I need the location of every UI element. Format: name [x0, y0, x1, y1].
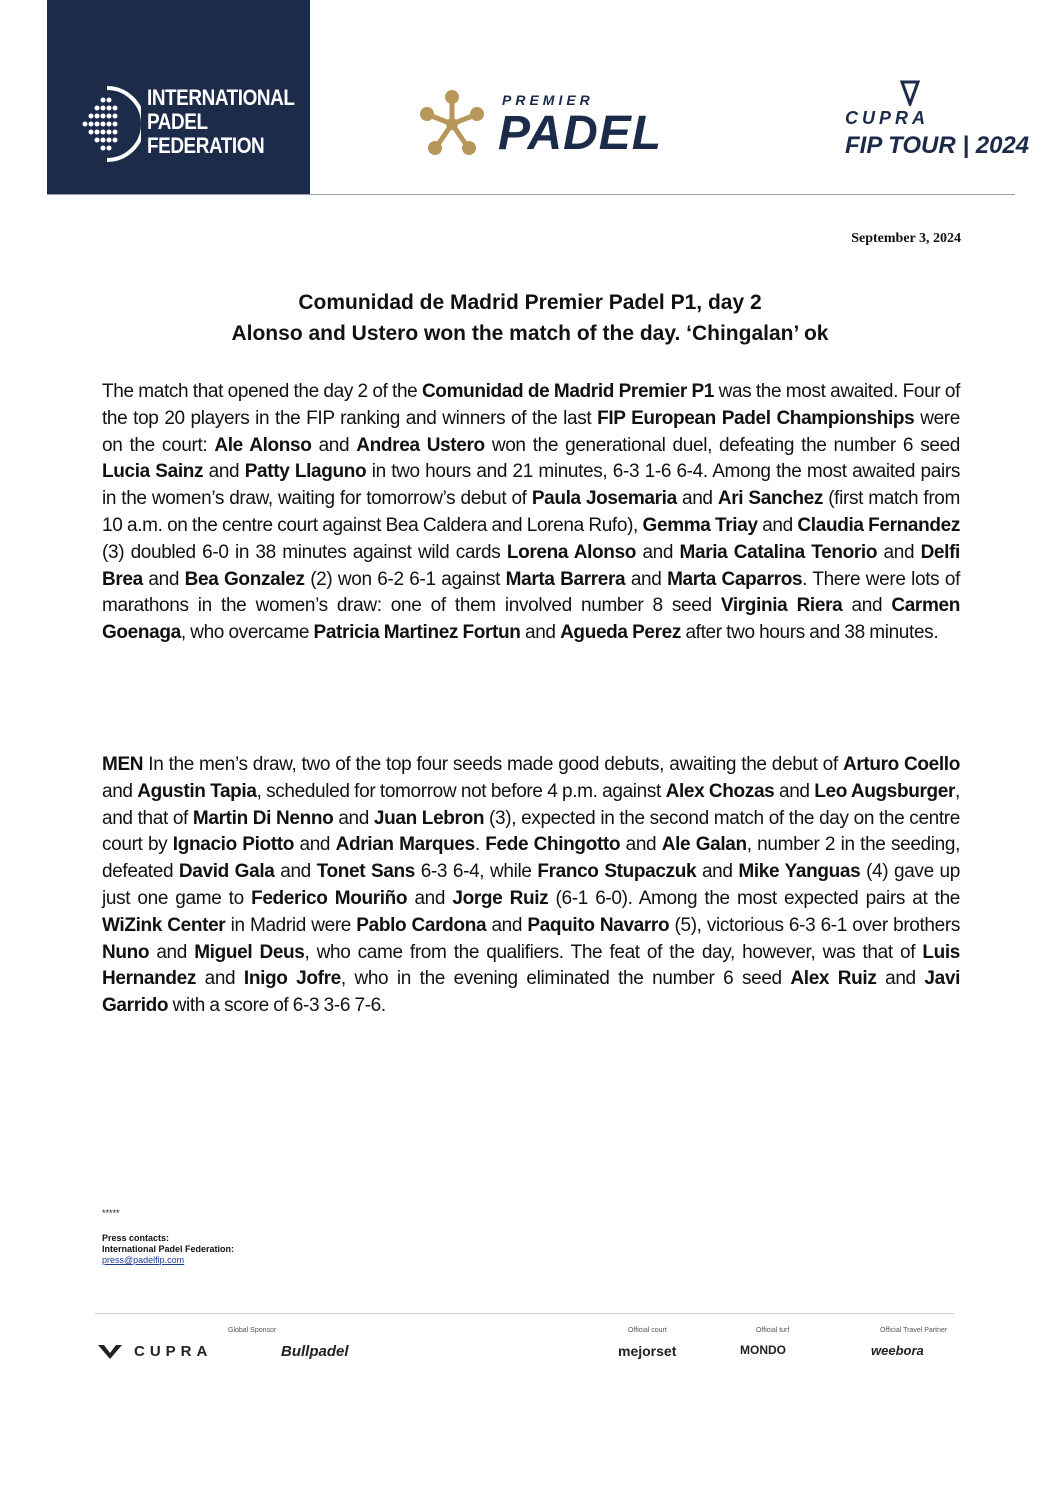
press-email-link[interactable]: press@padelfip.com — [102, 1255, 185, 1265]
text-run: and — [842, 595, 892, 617]
text-run: (2) won 6-2 6-1 against — [304, 568, 506, 590]
text-run: and — [311, 434, 357, 456]
text-run: and — [625, 568, 668, 590]
premier-wordmark: PREMIER — [502, 92, 594, 108]
press-contacts — [102, 1233, 234, 1266]
padel-wordmark: PADEL — [498, 107, 663, 160]
bold-run: Martin Di Nenno — [192, 807, 334, 829]
text-run: (3), expected in the second match of the day on the centre court by — [102, 807, 961, 856]
text-run: , who in the evening eliminated the number 6 seed — [340, 968, 791, 990]
bold-run: Ari Sanchez — [717, 488, 824, 510]
bold-run: Patty Llaguno — [244, 461, 367, 483]
title-line-2: Alonso and Ustero won the match of the day. ‘Chingalan’ ok — [231, 322, 829, 345]
bold-run: Carmen Goenaga — [102, 595, 960, 644]
text-run: were on the court: — [102, 407, 960, 456]
bold-run: Marta Barrera — [505, 568, 626, 590]
bold-run: Lorena Alonso — [506, 541, 637, 563]
text-run: 6-3 6-4, while — [414, 861, 538, 883]
cupra-wordmark: CUPRA — [845, 108, 930, 128]
text-run: and — [486, 914, 528, 936]
text-run: , who overcame — [180, 622, 314, 644]
bullpadel-logo: Bullpadel — [281, 1343, 349, 1360]
bold-run: Ale Alonso — [214, 434, 312, 456]
press-org: International Padel Federation: — [102, 1244, 235, 1254]
text-run: and — [203, 461, 245, 483]
text-run: , who came from the qualifiers. The feat of the day, however, was that of — [304, 941, 923, 963]
fip-line-1: INTERNATIONAL — [147, 85, 295, 110]
bold-run: Tonet Sans — [316, 861, 415, 883]
fip-ball-icon — [77, 86, 141, 162]
weebora-logo: weebora — [871, 1343, 924, 1358]
text-run: and — [636, 541, 680, 563]
global-sponsor-label: Global Sponsor — [228, 1327, 277, 1334]
official-court-label: Official court — [628, 1327, 667, 1334]
bold-run: MEN — [102, 754, 144, 775]
text-run: and — [407, 887, 453, 909]
title-line-1: Comunidad de Madrid Premier Padel P1, day 2 — [298, 291, 762, 314]
text-run: and — [274, 861, 317, 883]
text-run: and — [520, 622, 561, 644]
text-run: and — [876, 968, 925, 990]
text-run: In the men’s draw, two of the top four seeds made good debuts, awaiting the debut of — [143, 754, 843, 775]
fip-line-2: PADEL — [147, 109, 208, 134]
bold-run: Lucia Sainz — [102, 461, 204, 483]
text-run: after two hours and 38 minutes. — [681, 622, 939, 644]
text-run: , and that of — [102, 780, 960, 829]
bold-run: Andrea Ustero — [356, 434, 485, 456]
bold-run: FIP European Padel Championships — [597, 407, 915, 429]
text-run: and — [696, 861, 739, 883]
mondo-logo: MONDO — [740, 1343, 786, 1357]
bold-run: Mike Yanguas — [738, 861, 861, 883]
text-run: , number 2 in the seeding, defeated — [102, 834, 961, 883]
bold-run: Adrian Marques — [335, 834, 475, 856]
page-title — [100, 287, 960, 349]
bold-run: Delfi Brea — [102, 541, 960, 590]
text-run: The match that opened the day 2 of the — [102, 381, 422, 402]
text-run: and — [149, 941, 195, 963]
text-run: was the most awaited. Four of the top 20 players in the FIP ranking and winners of the last — [102, 381, 960, 429]
fip-wordmark — [147, 86, 295, 158]
bold-run: Comunidad de Madrid Premier P1 — [421, 381, 715, 402]
bold-run: Luis Hernandez — [102, 941, 960, 990]
cupra-logo-icon — [840, 80, 980, 106]
bold-run: Gemma Triay — [642, 514, 758, 536]
bold-run: Alex Chozas — [665, 780, 775, 802]
text-run: (first match from 10 a.m. on the centre court against Bea Caldera and Lorena Rufo), — [102, 488, 961, 536]
bold-run: Patricia Martinez Fortun — [313, 622, 521, 644]
text-run: and — [195, 968, 244, 990]
bold-run: Franco Stupaczuk — [537, 861, 697, 883]
text-run: won the generational duel, defeating the number 6 seed — [484, 434, 960, 456]
bold-run: Federico Mouriño — [251, 887, 408, 909]
bold-run: Inigo Jofre — [243, 968, 341, 990]
fip-logo-block — [47, 0, 310, 194]
text-run: and — [774, 780, 815, 802]
text-run: (5), victorious 6-3 6-1 over brothers — [669, 914, 960, 936]
bold-run: Ale Galan — [661, 834, 747, 856]
bold-run: Miguel Deus — [194, 941, 305, 963]
bold-run: Paquito Navarro — [527, 914, 670, 936]
mejorset-logo: mejorset — [618, 1343, 677, 1359]
bold-run: Leo Augsburger — [814, 780, 956, 802]
text-run: in two hours and 21 minutes, 6-3 1-6 6-4. Among the most awaited pairs in the women’s draw, waiting for tomorrow’s debut of — [102, 461, 960, 510]
bold-run: Fede Chingotto — [485, 834, 621, 856]
text-run: with a score of 6-3 3-6 7-6. — [168, 995, 386, 1017]
header-divider — [47, 194, 1015, 195]
cupra-footer-icon — [98, 1345, 122, 1359]
text-run: and — [877, 541, 921, 563]
official-travel-label: Official Travel Partner — [880, 1327, 948, 1334]
text-run: , scheduled for tomorrow not before 4 p.m. against — [256, 780, 666, 802]
paragraph-women — [102, 379, 960, 647]
fip-line-3: FEDERATION — [147, 133, 265, 158]
bold-run: Arturo Coello — [842, 754, 960, 775]
text-run: . — [474, 834, 486, 856]
bold-run: Jorge Ruiz — [452, 887, 549, 909]
bold-run: Virginia Riera — [720, 595, 843, 617]
text-run: and — [676, 488, 718, 510]
bold-run: Marta Caparros — [667, 568, 803, 590]
press-heading: Press contacts: — [102, 1233, 170, 1243]
bold-run: Pablo Cardona — [356, 914, 487, 936]
bold-run: Bea Gonzalez — [184, 568, 305, 590]
text-run: and — [294, 834, 336, 856]
text-run: and — [333, 807, 374, 829]
bold-run: Agueda Perez — [560, 622, 682, 644]
separator-stars: ***** — [102, 1208, 120, 1218]
footer-divider — [95, 1313, 955, 1314]
bold-run: David Gala — [178, 861, 275, 883]
text-run: and — [142, 568, 185, 590]
bold-run: WiZink Center — [102, 914, 226, 936]
cupra-footer-logo: CUPRA — [134, 1343, 213, 1360]
release-date: September 3, 2024 — [851, 231, 961, 246]
bold-run: Ignacio Piotto — [172, 834, 295, 856]
fip-tour-wordmark: FIP TOUR | 2024 — [845, 132, 1030, 159]
text-run: (3) doubled 6-0 in 38 minutes against wild cards — [102, 541, 507, 563]
premier-padel-flower-icon — [415, 88, 489, 160]
bold-run: Claudia Fernandez — [797, 514, 961, 536]
text-run: (6-1 6-0). Among the most expected pairs at the — [548, 887, 961, 909]
text-run: . There were lots of marathons in the women’s draw: one of them involved number 8 seed — [102, 568, 961, 617]
bold-run: Agustin Tapia — [137, 780, 257, 802]
text-run: in Madrid were — [225, 914, 357, 936]
bold-run: Alex Ruiz — [790, 968, 877, 990]
bold-run: Paula Josemaria — [531, 488, 677, 510]
text-run: and — [757, 514, 798, 536]
bold-run: Juan Lebron — [373, 807, 485, 829]
bold-run: Javi Garrido — [102, 968, 961, 1017]
text-run: (4) gave up just one game to — [102, 861, 960, 909]
page-header — [0, 0, 1059, 195]
bold-run: Maria Catalina Tenorio — [679, 541, 878, 563]
official-turf-label: Official turf — [756, 1327, 790, 1334]
paragraph-men — [102, 752, 960, 1020]
bold-run: Nuno — [102, 941, 150, 963]
text-run: and — [102, 780, 138, 802]
text-run: and — [620, 834, 662, 856]
